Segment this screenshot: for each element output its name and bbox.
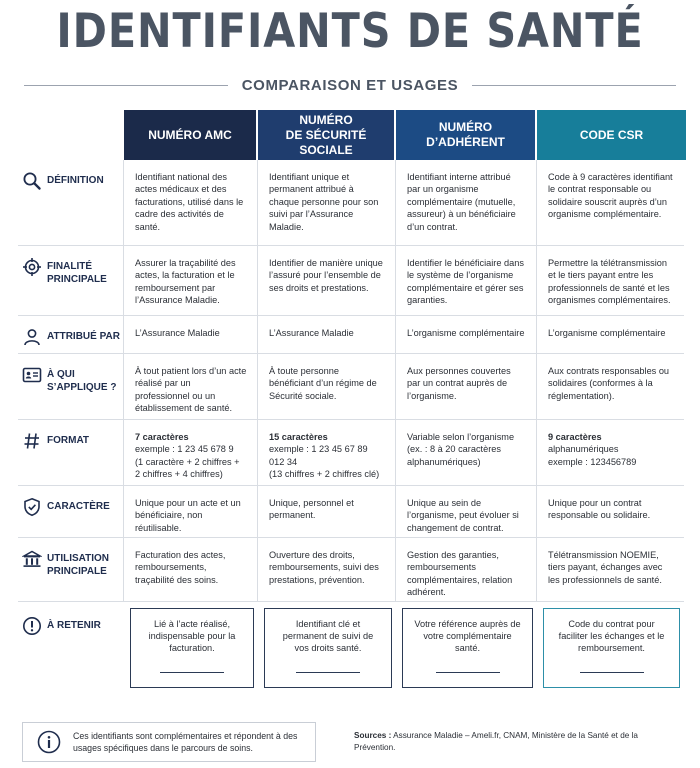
table-cell: Aux contrats responsables ou solidaires (conformes à la réglementation). xyxy=(548,366,670,401)
retain-box-wrap xyxy=(396,608,537,688)
row-label xyxy=(18,354,124,419)
table-row xyxy=(18,160,684,246)
row-label xyxy=(18,486,124,537)
sources-text: Assurance Maladie – Ameli.fr, CNAM, Ministère de la Santé et de la Prévention. xyxy=(354,731,638,752)
info-text: Ces identifiants sont complémentaires et répondent à des usages spécifiques dans le parcours de soins. xyxy=(73,731,298,753)
table-cell: Identifier de manière unique l’assuré pour l’ensemble de ses droits et prestations. xyxy=(258,246,396,315)
table-cell: L’organisme complémentaire xyxy=(548,328,666,338)
table-cell: Code à 9 caractères identifiant le contrat responsable ou solidaire souscrit auprès d’un organisme complémentaire. xyxy=(548,172,673,220)
format-line: Variable selon l’organisme xyxy=(407,432,515,442)
format-line: exemple : 123456789 xyxy=(548,456,637,467)
table-cell: Unique, personnel et permanent. xyxy=(258,486,396,537)
info-icon xyxy=(37,730,61,754)
format-length: 7 caractères xyxy=(135,432,189,442)
table-cell: Identifiant interne attribué par un organisme complémentaire (mutuelle, assureur) à un bénéficiaire d’un contrat. xyxy=(396,160,537,245)
underline-divider xyxy=(436,672,500,673)
table-cell: Assurer la traçabilité des actes, la facturation et le remboursement par l’Assurance Maladie. xyxy=(124,246,258,315)
retain-box xyxy=(543,608,680,688)
underline-divider xyxy=(296,672,360,673)
table-row xyxy=(18,486,684,538)
table-cell: Permettre la télétransmission et le tiers payant entre les professionnels de santé et les organismes complémentaires. xyxy=(548,258,671,306)
person-icon xyxy=(22,327,42,347)
table-cell: L’Assurance Maladie xyxy=(258,316,396,353)
row-label xyxy=(18,160,124,245)
table-row xyxy=(18,354,684,420)
hash-icon xyxy=(22,431,42,451)
table-cell xyxy=(396,420,537,485)
row-label-text: À RETENIR xyxy=(47,620,101,631)
table-row xyxy=(18,420,684,486)
retain-text: Votre référence auprès de votre complémentaire santé. xyxy=(414,619,521,653)
table-cell: Unique au sein de l’organisme, peut évoluer si changement de contrat. xyxy=(396,486,537,537)
column-header-adherent: NUMÉRO D’ADHÉRENT xyxy=(396,110,537,160)
retain-text: Lié à l’acte réalisé, indispensable pour la facturation. xyxy=(148,619,236,653)
table-cell: Identifiant unique et permanent attribué à chaque personne pour son suivi par l’Assurance Maladie. xyxy=(258,160,396,245)
format-line: (1 caractère + 2 chiffres + 2 chiffres + 4 chiffres) xyxy=(135,456,240,480)
table-row xyxy=(18,316,684,354)
table-cell: L’Assurance Maladie xyxy=(124,316,258,353)
column-header-amc: NUMÉRO AMC xyxy=(124,110,258,160)
retain-text: Identifiant clé et permanent de suivi de vos droits santé. xyxy=(282,619,374,653)
column-header-securite-sociale: NUMÉRO DE SÉCURITÉ SOCIALE xyxy=(258,110,396,160)
table-cell xyxy=(124,420,258,485)
row-label xyxy=(18,316,124,353)
table-cell: À toute personne bénéficiant d’un régime de Sécurité sociale. xyxy=(258,354,396,419)
table-cell: Gestion des garanties, remboursements complémentaires, relation adhérent. xyxy=(396,538,537,601)
format-line: (ex. : 8 à 20 caractères alphanumériques) xyxy=(407,444,501,467)
comparison-table xyxy=(18,160,684,688)
format-line: alphanumériques xyxy=(548,444,619,455)
row-label-text: À QUI S’APPLIQUE ? xyxy=(47,369,117,393)
retain-text: Code du contrat pour faciliter les échanges et le remboursement. xyxy=(558,619,665,653)
format-length: 9 caractères xyxy=(548,432,602,442)
table-cell: Ouverture des droits, remboursements, suivi des prestations, prévention. xyxy=(258,538,396,601)
table-cell xyxy=(537,420,684,485)
search-icon xyxy=(22,171,42,191)
row-label-text: ATTRIBUÉ PAR xyxy=(47,331,120,342)
retain-box-wrap xyxy=(537,608,684,688)
table-cell: L’organisme complémentaire xyxy=(396,316,537,353)
divider-right xyxy=(472,85,676,86)
format-line: (13 chiffres + 2 chiffres clé) xyxy=(269,469,380,480)
row-label-text: FORMAT xyxy=(47,435,90,446)
row-label xyxy=(18,246,124,315)
page-subtitle: COMPARAISON ET USAGES xyxy=(241,76,459,94)
id-card-icon xyxy=(22,365,42,385)
row-label-text: CARACTÈRE xyxy=(47,501,110,512)
retain-box xyxy=(264,608,392,688)
format-line: exemple : 1 23 45 67 89 012 34 xyxy=(269,444,368,467)
table-cell: Unique pour un contrat responsable ou solidaire. xyxy=(548,498,651,521)
table-cell: Facturation des actes, remboursements, traçabilité des soins. xyxy=(124,538,258,601)
table-row xyxy=(18,246,684,316)
retain-box xyxy=(130,608,254,688)
row-label-text: DÉFINITION xyxy=(47,175,104,186)
shield-icon xyxy=(22,497,42,517)
table-cell xyxy=(258,420,396,485)
retain-row xyxy=(18,602,684,688)
divider-left xyxy=(24,85,228,86)
page-title: IDENTIFIANTS DE SANTÉ xyxy=(56,4,644,59)
row-label-text: UTILISATION PRINCIPALE xyxy=(47,553,110,577)
target-icon xyxy=(22,257,42,277)
table-cell: Identifier le bénéficiaire dans le système de l’organisme complémentaire et gérer ses garanties. xyxy=(396,246,537,315)
row-label xyxy=(18,608,124,688)
row-label xyxy=(18,538,124,601)
column-headers xyxy=(124,110,686,160)
underline-divider xyxy=(580,672,644,673)
underline-divider xyxy=(160,672,224,673)
building-icon xyxy=(22,549,42,569)
row-label xyxy=(18,420,124,485)
subtitle-bar xyxy=(24,70,676,100)
table-cell: Télétransmission NOEMIE, tiers payant, échanges avec les professionnels de santé. xyxy=(548,550,663,585)
sources-note xyxy=(354,730,674,754)
retain-box xyxy=(402,608,533,688)
retain-box-wrap xyxy=(258,608,396,688)
info-note xyxy=(22,722,316,762)
table-cell: Aux personnes couvertes par un contrat auprès de l’organisme. xyxy=(396,354,537,419)
table-cell: À tout patient lors d’un acte réalisé par un professionnel ou un établissement de santé. xyxy=(124,354,258,419)
format-line: exemple : 1 23 45 678 9 xyxy=(135,444,234,455)
retain-box-wrap xyxy=(124,608,258,688)
row-label-text: FINALITÉ PRINCIPALE xyxy=(47,261,107,285)
table-cell: Unique pour un acte et un bénéficiaire, non réutilisable. xyxy=(124,486,258,537)
column-header-csr: CODE CSR xyxy=(537,110,686,160)
exclamation-icon xyxy=(22,616,42,636)
sources-label: Sources : xyxy=(354,731,392,740)
format-length: 15 caractères xyxy=(269,432,328,442)
table-row xyxy=(18,538,684,602)
table-cell: Identifiant national des actes médicaux et des facturations, utilisé dans le cadre des activités de santé. xyxy=(124,160,258,245)
